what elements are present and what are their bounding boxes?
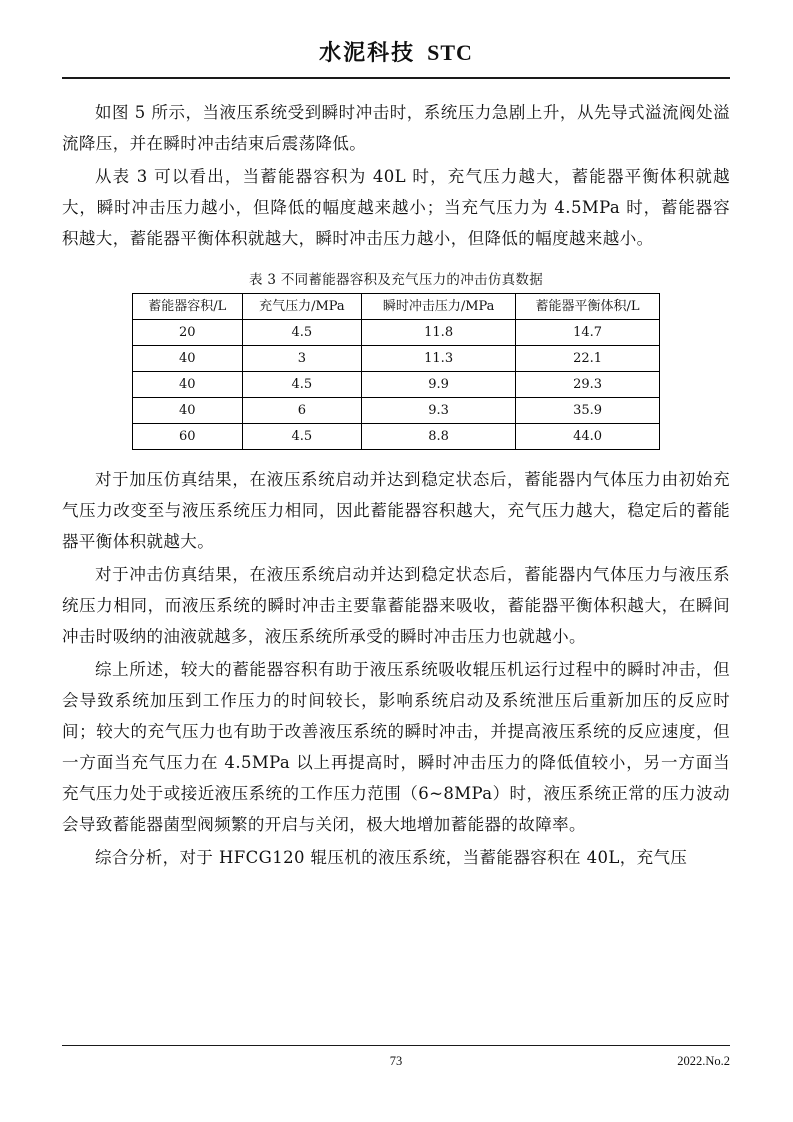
- table-cell: 14.7: [516, 320, 660, 346]
- table-cell: 40: [133, 372, 243, 398]
- table-row: [133, 346, 660, 372]
- paragraph-2: 从表 3 可以看出，当蓄能器容积为 40L 时，充气压力越大，蓄能器平衡体积就越大，瞬时冲击压力越小，但降低的幅度越来越小；当充气压力为 4.5MPa 时，蓄能器容积越大，蓄能器平衡体积就越大，瞬时冲击压力越小，但降低的幅度越来越小。: [62, 167, 730, 248]
- table-cell: 9.3: [362, 398, 516, 424]
- journal-title-en: STC: [427, 40, 473, 65]
- footer-row: [62, 1054, 730, 1074]
- page-header: [62, 36, 730, 73]
- table-cell: 8.8: [362, 424, 516, 450]
- table-cell: 11.8: [362, 320, 516, 346]
- header-divider: [62, 77, 730, 79]
- table-row: [133, 372, 660, 398]
- paragraph-5: 综上所述，较大的蓄能器容积有助于液压系统吸收辊压机运行过程中的瞬时冲击，但会导致系统加压到工作压力的时间较长，影响系统启动及系统泄压后重新加压的反应时间；较大的充气压力也有助于改善液压系统的瞬时冲击，并提高液压系统的反应速度，但一方面当充气压力在 4.5MPa 以上再提高时，瞬时冲击压力的降低值较小，另一方面当充气压力处于或接近液压系统的工作压力范围（6~8MPa）时，液压系统正常的压力波动会导致蓄能器菌型阀频繁的开启与关闭，极大地增加蓄能器的故障率。: [62, 660, 730, 834]
- journal-title-cn: 水泥科技: [319, 40, 416, 66]
- table-cell: 40: [133, 346, 243, 372]
- column-header: 蓄能器平衡体积/L: [516, 294, 660, 320]
- table-cell: 29.3: [516, 372, 660, 398]
- paragraph-1: 如图 5 所示，当液压系统受到瞬时冲击时，系统压力急剧上升，从先导式溢流阀处溢流降压，并在瞬时冲击结束后震荡降低。: [62, 103, 730, 153]
- column-header: 瞬时冲击压力/MPa: [362, 294, 516, 320]
- page-content: [62, 36, 730, 875]
- paragraph-6: 综合分析，对于 HFCG120 辊压机的液压系统，当蓄能器容积在 40L，充气压: [95, 848, 688, 867]
- table-cell: 20: [133, 320, 243, 346]
- table-cell: 4.5: [242, 424, 362, 450]
- footer-divider: [62, 1045, 730, 1046]
- column-header: 蓄能器容积/L: [133, 294, 243, 320]
- table-cell: 44.0: [516, 424, 660, 450]
- page-footer: [62, 1045, 730, 1074]
- table-row: [133, 398, 660, 424]
- table-cell: 4.5: [242, 372, 362, 398]
- simulation-data-table: [132, 293, 660, 450]
- table-header-row: [133, 294, 660, 320]
- table-row: [133, 320, 660, 346]
- page-number: 73: [389, 1054, 403, 1068]
- table-cell: 22.1: [516, 346, 660, 372]
- table-cell: 6: [242, 398, 362, 424]
- table-cell: 60: [133, 424, 243, 450]
- paragraph-3: 对于加压仿真结果，在液压系统启动并达到稳定状态后，蓄能器内气体压力由初始充气压力改变至与液压系统压力相同，因此蓄能器容积越大，充气压力越大，稳定后的蓄能器平衡体积就越大。: [62, 470, 730, 551]
- column-header: 充气压力/MPa: [242, 294, 362, 320]
- table-row: [133, 424, 660, 450]
- table-cell: 35.9: [516, 398, 660, 424]
- table-cell: 4.5: [242, 320, 362, 346]
- table-cell: 11.3: [362, 346, 516, 372]
- issue-label: 2022.No.2: [677, 1054, 730, 1068]
- table-caption: 表 3 不同蓄能器容积及充气压力的冲击仿真数据: [248, 272, 544, 288]
- table-cell: 3: [242, 346, 362, 372]
- table-cell: 40: [133, 398, 243, 424]
- paragraph-4: 对于冲击仿真结果，在液压系统启动并达到稳定状态后，蓄能器内气体压力与液压系统压力相同，而液压系统的瞬时冲击主要靠蓄能器来吸收，蓄能器平衡体积越大，在瞬间冲击时吸纳的油液就越多，液压系统所承受的瞬时冲击压力也就越小。: [62, 565, 730, 646]
- table-cell: 9.9: [362, 372, 516, 398]
